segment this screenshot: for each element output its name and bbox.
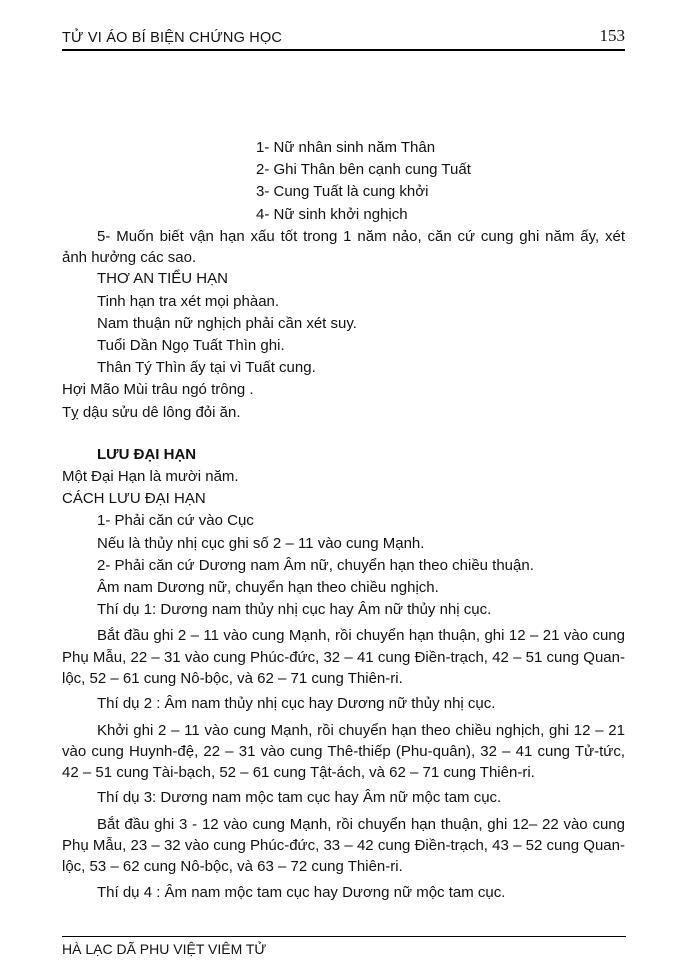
tieu-han-title: THƠ AN TIỂU HẠN [97,270,228,288]
poem-line-1: Tinh hạn tra xét mọi phàan. [97,292,280,310]
intro-list-item-2: 2- Ghi Thân bên cạnh cung Tuất [256,161,471,179]
page-body [62,137,625,904]
footer-text: HÀ LẠC DÃ PHU VIỆT VIÊM TỬ [62,941,267,957]
example-2-detail: Khởi ghi 2 – 11 vào cung Mạnh, rồi chuyển hạn theo chiều nghịch, ghi 12 – 21 vào cung Huynh-đệ, 22 – 31 vào cung Thê-thiếp (Phu-quân), 32 – 41 cung Tử-tức, 42 – 51 cung Tài-bạch, 52 – 61 cung Tật-ách, và 62 – 71 cung Thiên-ri. [62,721,625,782]
intro-list-item-1: 1- Nữ nhân sinh năm Thân [256,139,436,156]
poem-line-6: Tỵ dậu sửu dê lông đỏi ăn. [62,403,241,421]
cach-luu-dai-han-heading: CÁCH LƯU ĐẠI HẠN [62,490,206,508]
page-number: 153 [599,26,625,45]
dai-han-intro: Một Đại Hạn là mười năm. [62,468,239,486]
intro-list-item-3: 3- Cung Tuất là cung khởi [256,183,429,201]
rule-2-note: Âm nam Dương nữ, chuyển hạn theo chiều nghịch. [97,579,439,597]
example-3-heading: Thí dụ 3: Dương nam mộc tam cục hay Âm nữ mộc tam cục. [97,789,502,807]
book-title: TỬ VI ÁO BÍ BIỆN CHỨNG HỌC [62,30,283,46]
poem-line-4: Thân Tý Thìn ấy tại vì Tuất cung. [97,359,316,377]
example-4-heading: Thí dụ 4 : Âm nam mộc tam cục hay Dương nữ mộc tam cục. [97,883,506,901]
rule-2: 2- Phải căn cứ Dương nam Âm nữ, chuyển hạn theo chiều thuận. [97,556,534,574]
running-header [62,26,625,51]
example-2-heading: Thí dụ 2 : Âm nam thủy nhị cục hay Dương nữ thủy nhị cục. [97,695,496,713]
rule-1: 1- Phải căn cứ vào Cục [97,512,254,530]
poem-line-2: Nam thuận nữ nghịch phải cần xét suy. [97,314,357,332]
example-1-heading: Thí dụ 1: Dương nam thủy nhị cục hay Âm nữ thủy nhị cục. [97,601,492,619]
dai-han-section-heading: LƯU ĐẠI HẠN [97,445,197,463]
poem-line-3: Tuổi Dần Ngọ Tuất Thìn ghi. [97,337,285,355]
example-1-detail: Bắt đầu ghi 2 – 11 vào cung Mạnh, rồi chuyển hạn thuận, ghi 12 – 21 vào cung Phụ Mẫu, 22 – 31 vào cung Phúc-đức, 32 – 41 cung Điền-trạch, 42 – 51 cung Quan-lộc, 52 – 61 cung Nô-bộc, và 62 – 71 cung Thiên-ri. [62,627,625,688]
footer [62,936,626,957]
poem-line-5: Hợi Mão Mùi trâu ngó trông . [62,381,254,399]
example-3-detail: Bắt đầu ghi 3 - 12 vào cung Mạnh, rồi chuyển hạn thuận, ghi 12– 22 vào cung Phụ Mẫu, 23 – 32 vào cung Phúc-đức, 33 – 42 cung Điền-trạch, 43 – 52 cung Quan-lộc, 53 – 62 cung Nô-bộc, và 63 – 72 cung Thiên-ri. [62,815,625,876]
rule-1-note: Nếu là thủy nhị cục ghi số 2 – 11 vào cung Mạnh. [97,534,425,552]
intro-item-5: 5- Muốn biết vận hạn xấu tốt trong 1 năm nảo, căn cứ cung ghi năm ấy, xét ảnh hưởng các sao. [62,227,625,267]
intro-list-item-4: 4- Nữ sinh khởi nghịch [256,205,408,223]
